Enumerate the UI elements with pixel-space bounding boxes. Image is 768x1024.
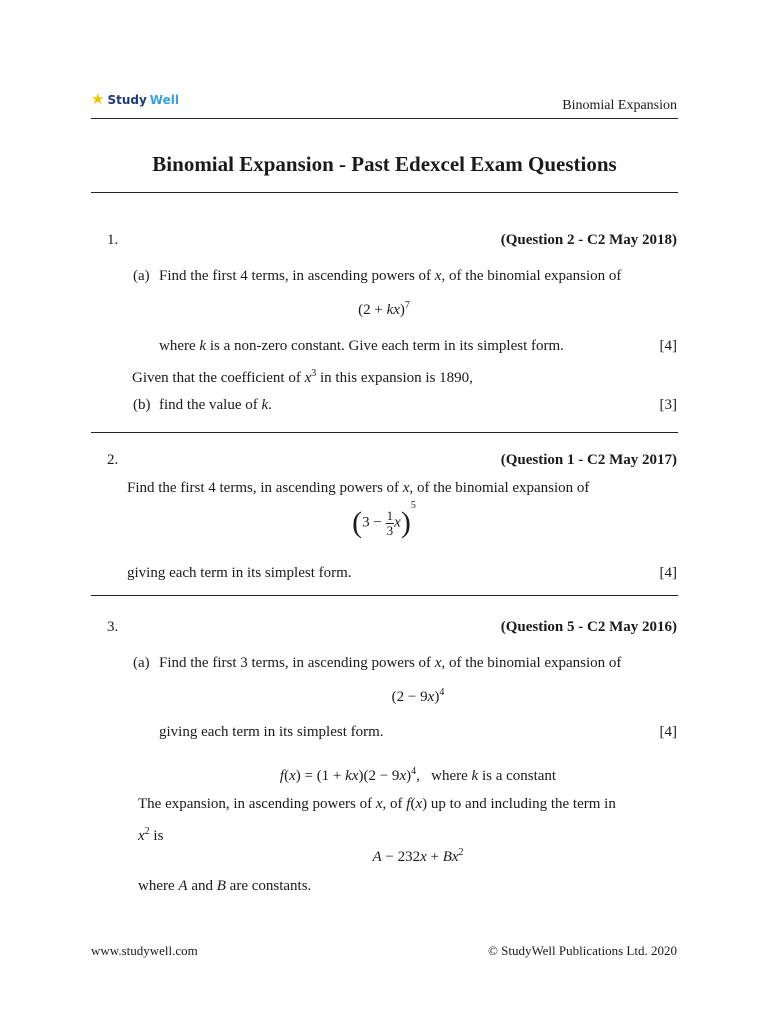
math-expression: (2 + kx)$^7$ (358, 300, 410, 318)
math-expression: $A - 232x + Bx^2$ (372, 847, 464, 865)
page-title: Binomial Expansion - Past Edexcel Exam Questions (152, 152, 617, 176)
star-icon: ★ (91, 90, 105, 108)
question-number: 3. (107, 619, 119, 635)
question-text: giving each term in its simplest form. (159, 724, 384, 740)
question-text: where k is a non-zero constant. Give each term in its simplest form. (159, 338, 564, 354)
question-text: giving each term in its simplest form. (127, 565, 352, 581)
function-definition: $f(x) = (1 + kx)(2 - 9x)^4$, where k is a constant (279, 766, 557, 784)
question-text: Given that the coefficient of $x^3$ in this expansion is 1890, (132, 368, 473, 386)
part-label: (a) (133, 268, 150, 284)
question-source: (Question 1 - C2 May 2017) (500, 452, 677, 468)
question-text: Find the first 3 terms, in ascending powers of x, of the binomial expansion of (159, 655, 622, 671)
header-divider (91, 118, 678, 119)
question-text: where A and B are constants. (138, 878, 312, 894)
footer-website: www.studywell.com (91, 943, 198, 958)
marks: [4] (659, 338, 677, 354)
marks: [4] (659, 565, 677, 581)
question-text: Find the first 4 terms, in ascending powers of x, of the binomial expansion of (159, 268, 622, 284)
part-label: (a) (133, 655, 150, 671)
studywell-logo (91, 92, 179, 107)
math-expression: (3 − $\frac{1}{3}$ x)$^5$ (352, 500, 416, 539)
question-text: The expansion, in ascending powers of x, of f(x) up to and including the term in (138, 796, 616, 812)
question-text: find the value of k. (159, 397, 272, 413)
question-text: Find the first 4 terms, in ascending powers of x, of the binomial expansion of (127, 480, 590, 496)
part-label: (b) (133, 397, 151, 413)
title-divider (91, 192, 678, 193)
question-divider (91, 432, 678, 433)
question-number: 1. (107, 232, 119, 248)
marks: [3] (659, 397, 677, 413)
question-source: (Question 2 - C2 May 2018) (500, 232, 677, 248)
footer-copyright: © StudyWell Publications Ltd. 2020 (487, 943, 677, 958)
marks: [4] (659, 724, 677, 740)
question-source: (Question 5 - C2 May 2016) (500, 619, 677, 635)
header-section-title: Binomial Expansion (562, 98, 677, 113)
logo-text-study: Study (107, 92, 147, 107)
question-divider (91, 595, 678, 596)
question-number: 2. (107, 452, 119, 468)
logo-text-well: Well (149, 92, 179, 107)
question-text: $x^2$ is (138, 826, 164, 844)
math-expression: $(2 - 9x)^4$ (391, 687, 445, 705)
